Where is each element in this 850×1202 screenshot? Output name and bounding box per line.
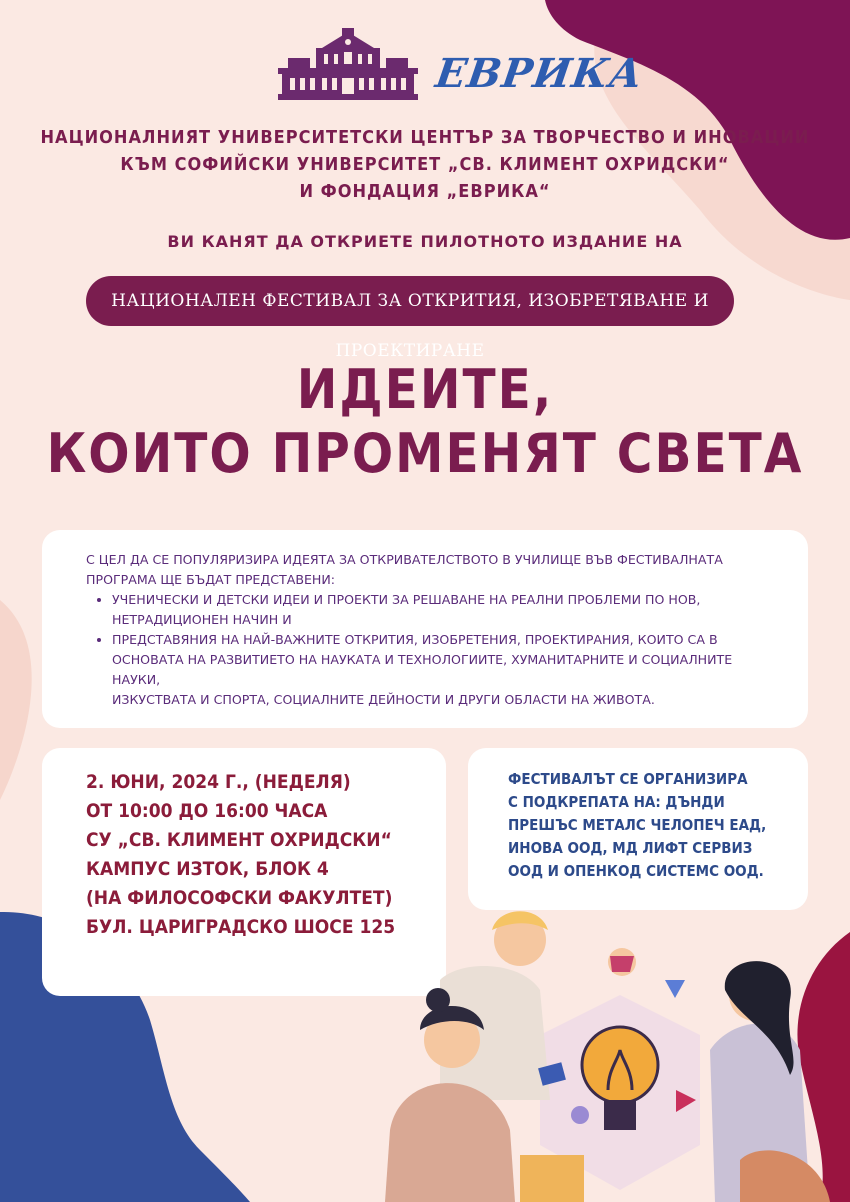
- event-venue: СУ „СВ. КЛИМЕНТ ОХРИДСКИ“: [86, 829, 392, 851]
- organizers-line-2: КЪМ СОФИЙСКИ УНИВЕРСИТЕТ „СВ. КЛИМЕНТ ОХРИДСКИ“: [120, 154, 730, 175]
- bullet2-line-3: ИЗКУСТВАТА И СПОРТА, СОЦИАЛНИТЕ ДЕЙНОСТИ И ДРУГИ ОБЛАСТИ НА ЖИВОТА.: [112, 692, 655, 707]
- invite-text: ВИ КАНЯТ ДА ОТКРИЕТЕ ПИЛОТНОТО ИЗДАНИЕ НА: [167, 232, 683, 251]
- headline-line-2: КОИТО ПРОМЕНЯТ СВЕТА: [46, 422, 804, 485]
- event-time: ОТ 10:00 ДО 16:00 ЧАСА: [86, 800, 328, 822]
- organizers-text: [0, 124, 850, 205]
- headline: [0, 358, 850, 486]
- bullet2-line-2: ОСНОВАТА НА РАЗВИТИЕТО НА НАУКАТА И ТЕХНОЛОГИИТЕ, ХУМАНИТАРНИТЕ И СОЦИАЛНИТЕ НАУКИ,: [112, 652, 733, 687]
- sponsors-line-3: ПРЕШЪС МЕТАЛС ЧЕЛОПЕЧ ЕАД,: [508, 816, 767, 834]
- program-intro-line-2: ПРОГРАМА ЩЕ БЪДАТ ПРЕДСТАВЕНИ:: [86, 572, 336, 587]
- program-intro-line-1: С ЦЕЛ ДА СЕ ПОПУЛЯРИЗИРА ИДЕЯТА ЗА ОТКРИВАТЕЛСТВОТО В УЧИЛИЩЕ ВЪВ ФЕСТИВАЛНАТА: [86, 552, 723, 567]
- logos-row: [0, 28, 850, 108]
- university-building-icon: [278, 28, 418, 100]
- program-list-item: [112, 630, 768, 710]
- organizers-line-3: И ФОНДАЦИЯ „ЕВРИКА“: [299, 181, 551, 202]
- sponsors-line-1: ФЕСТИВАЛЪТ СЕ ОРГАНИЗИРА: [508, 770, 748, 788]
- background-blob-pale: [0, 600, 32, 800]
- organizers-line-1: НАЦИОНАЛНИЯТ УНИВЕРСИТЕТСКИ ЦЕНТЪР ЗА ТВОРЧЕСТВО И ИНОВАЦИИ: [40, 127, 810, 148]
- blue-triangle: [665, 980, 685, 998]
- headline-line-1: ИДЕИТЕ,: [296, 358, 554, 421]
- sponsors-card: [468, 748, 808, 910]
- event-address: БУЛ. ЦАРИГРАДСКО ШОСЕ 125: [86, 916, 396, 938]
- bullet2-line-1: ПРЕДСТАВЯНИЯ НА НАЙ-ВАЖНИТЕ ОТКРИТИЯ, ИЗОБРЕТЕНИЯ, ПРОЕКТИРАНИЯ, КОИТО СА В: [112, 632, 718, 647]
- sponsors-line-4: ИНОВА ООД, МД ЛИФТ СЕРВИЗ: [508, 839, 753, 857]
- evrika-logo: ЕВРИКА: [432, 50, 647, 97]
- bullet1-line-2: НЕТРАДИЦИОНЕН НАЧИН И: [112, 612, 292, 627]
- laptop: [520, 1155, 584, 1202]
- sponsors-line-5: ООД И ОПЕНКОД СИСТЕМС ООД.: [508, 862, 764, 880]
- event-campus: КАМПУС ИЗТОК, БЛОК 4: [86, 858, 329, 880]
- event-date: 2. ЮНИ, 2024 Г., (НЕДЕЛЯ): [86, 771, 351, 793]
- program-list-item: [112, 590, 768, 630]
- people-idea-illustration: [380, 900, 850, 1202]
- sponsors-line-2: С ПОДКРЕПАТА НА: ДЪНДИ: [508, 793, 725, 811]
- bullet1-line-1: УЧЕНИЧЕСКИ И ДЕТСКИ ИДЕИ И ПРОЕКТИ ЗА РЕШАВАНЕ НА РЕАЛНИ ПРОБЛЕМИ ПО НОВ,: [112, 592, 701, 607]
- program-card: [42, 530, 808, 728]
- festival-banner: НАЦИОНАЛЕН ФЕСТИВАЛ ЗА ОТКРИТИЯ, ИЗОБРЕТЯВАНЕ И ПРОЕКТИРАНЕ: [86, 276, 734, 326]
- purple-dot: [571, 1106, 589, 1124]
- event-faculty: (НА ФИЛОСОФСКИ ФАКУЛТЕТ): [86, 887, 393, 909]
- program-list: [86, 590, 768, 710]
